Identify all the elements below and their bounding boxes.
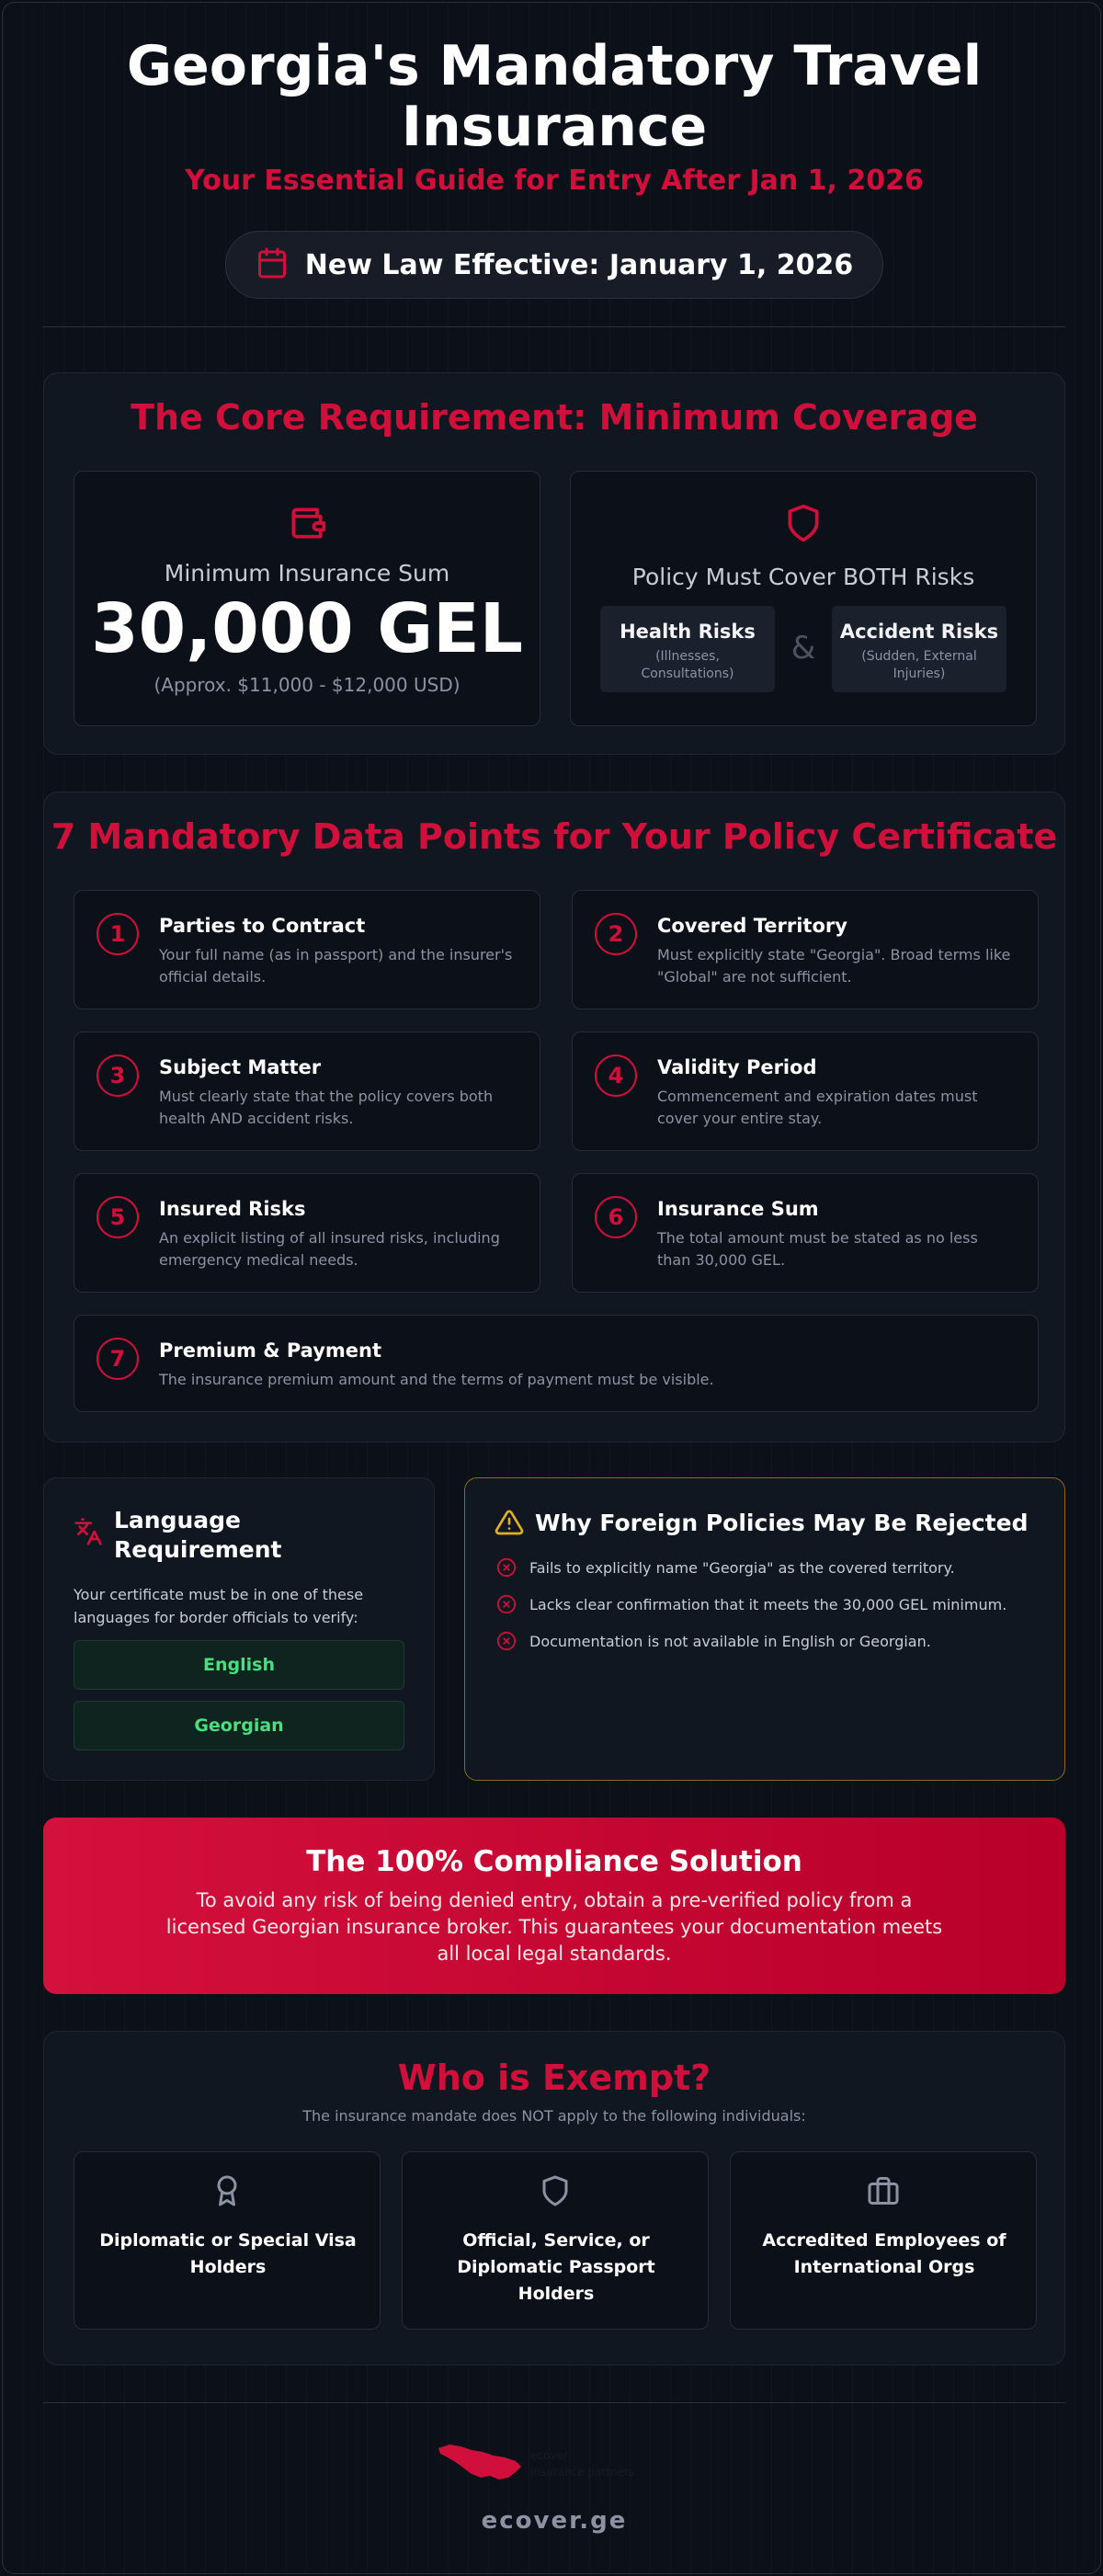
compliance-banner: [43, 1818, 1065, 1994]
language-option-georgian: Georgian: [74, 1701, 404, 1750]
minimum-sum-amount: 30,000 GEL: [91, 589, 523, 668]
data-point-number: 2: [595, 913, 637, 955]
rejection-title: Why Foreign Policies May Be Rejected: [535, 1510, 1029, 1536]
risks-label: Policy Must Cover BOTH Risks: [631, 564, 975, 590]
data-point-desc: An explicit listing of all insured risks, including emergency medical needs.: [159, 1229, 500, 1269]
health-risks-title: Health Risks: [620, 621, 756, 643]
exempt-card-text: Diplomatic or Special Visa Holders: [99, 2230, 357, 2277]
exempt-card: [74, 2151, 381, 2330]
health-risks-sub: (Illnesses, Consultations): [641, 649, 734, 681]
footer-logo-text: ecover: [530, 2449, 568, 2462]
x-circle-icon: [496, 1631, 517, 1651]
divider: [43, 326, 1065, 327]
data-point-desc: The total amount must be stated as no less than 30,000 GEL.: [657, 1229, 978, 1269]
exempt-subtitle: The insurance mandate does NOT apply to the following individuals:: [302, 2107, 806, 2125]
accident-risks-title: Accident Risks: [839, 621, 999, 643]
translate-icon: [74, 1517, 103, 1550]
data-point-number: 4: [595, 1054, 637, 1097]
footer-logo-text: insurance partners: [530, 2466, 635, 2479]
exempt-card: [730, 2151, 1037, 2330]
accident-risks-sub: (Sudden, External Injuries): [861, 649, 977, 681]
data-point-title: Insurance Sum: [657, 1198, 819, 1220]
rejection-item: [496, 1627, 931, 1655]
data-point-title: Parties to Contract: [159, 915, 366, 937]
language-title: Language Requirement: [114, 1507, 282, 1563]
x-circle-icon: [496, 1557, 517, 1578]
data-point-card: [74, 890, 540, 1009]
divider: [43, 2402, 1065, 2403]
data-point-title: Subject Matter: [159, 1056, 322, 1078]
rejection-item: [496, 1590, 1006, 1618]
compliance-title: The 100% Compliance Solution: [306, 1845, 802, 1878]
page-subtitle: Your Essential Guide for Entry After Jan 1, 2026: [185, 165, 924, 197]
minimum-sum-card: [74, 471, 540, 726]
data-point-card: [74, 1315, 1039, 1412]
data-point-number: 5: [97, 1196, 139, 1238]
shield-icon: [403, 2174, 708, 2207]
data-point-desc: Must explicitly state "Georgia". Broad terms like "Global" are not sufficient.: [657, 946, 1011, 986]
core-requirement-panel: [43, 372, 1065, 755]
warning-icon: [495, 1508, 524, 1541]
rejection-item-text: Fails to explicitly name "Georgia" as the covered territory.: [529, 1558, 955, 1577]
compliance-text: To avoid any risk of being denied entry, obtain a pre-verified policy from a licensed Georgian insurance broker. This guarantees your documentation meets all local legal standards.: [165, 1889, 943, 1965]
data-points-panel: [43, 792, 1065, 1442]
accident-risks-box: [832, 606, 1006, 692]
data-point-title: Covered Territory: [657, 915, 847, 937]
data-point-desc: Commencement and expiration dates must cover your entire stay.: [657, 1088, 978, 1127]
data-point-card: [572, 890, 1039, 1009]
rejection-item-text: Lacks clear confirmation that it meets the 30,000 GEL minimum.: [529, 1595, 1007, 1613]
x-circle-icon: [496, 1594, 517, 1614]
minimum-sum-approx: (Approx. $11,000 - $12,000 USD): [154, 674, 461, 696]
data-point-card: [74, 1173, 540, 1293]
core-requirement-title: The Core Requirement: Minimum Coverage: [131, 397, 978, 438]
georgia-map-logo: [437, 2441, 525, 2483]
page-title: Georgia's Mandatory Travel Insurance: [126, 34, 983, 159]
data-point-title: Premium & Payment: [159, 1339, 381, 1362]
data-point-number: 1: [97, 913, 139, 955]
infographic-frame: [2, 2, 1101, 2574]
rejection-panel: [464, 1477, 1065, 1781]
language-desc: Your certificate must be in one of these languages for border officials to verify:: [74, 1586, 364, 1626]
exempt-title: Who is Exempt?: [397, 2057, 711, 2098]
data-point-number: 7: [97, 1338, 139, 1380]
data-point-number: 6: [595, 1196, 637, 1238]
minimum-sum-label: Minimum Insurance Sum: [164, 560, 450, 587]
wallet-icon: [74, 503, 540, 543]
data-point-number: 3: [97, 1054, 139, 1097]
data-point-desc: Must clearly state that the policy covers both health AND accident risks.: [159, 1088, 494, 1127]
calendar-icon: [256, 246, 289, 283]
rejection-item: [496, 1554, 955, 1581]
data-point-card: [572, 1032, 1039, 1151]
data-point-desc: Your full name (as in passport) and the insurer's official details.: [159, 946, 513, 986]
exempt-card-text: Accredited Employees of International Orgs: [762, 2230, 1006, 2277]
ampersand: &: [790, 630, 816, 667]
data-points-title: 7 Mandatory Data Points for Your Policy Certificate: [51, 816, 1058, 857]
effective-date-text: New Law Effective: January 1, 2026: [304, 248, 854, 281]
briefcase-icon: [731, 2174, 1036, 2207]
rejection-item-text: Documentation is not available in English or Georgian.: [529, 1632, 931, 1650]
effective-date-pill: [225, 231, 883, 299]
language-panel: [43, 1477, 435, 1781]
language-option-english: English: [74, 1640, 404, 1690]
risks-card: [570, 471, 1037, 726]
data-point-title: Validity Period: [657, 1056, 817, 1078]
exempt-panel: [43, 2031, 1065, 2365]
exempt-card: [402, 2151, 709, 2330]
shield-icon: [571, 503, 1036, 543]
data-point-card: [74, 1032, 540, 1151]
award-icon: [74, 2174, 380, 2207]
data-point-title: Insured Risks: [159, 1198, 306, 1220]
data-point-card: [572, 1173, 1039, 1293]
data-point-desc: The insurance premium amount and the terms of payment must be visible.: [159, 1371, 714, 1388]
exempt-card-text: Official, Service, or Diplomatic Passport Holders: [457, 2230, 655, 2304]
brand-link[interactable]: ecover.ge: [481, 2507, 628, 2535]
